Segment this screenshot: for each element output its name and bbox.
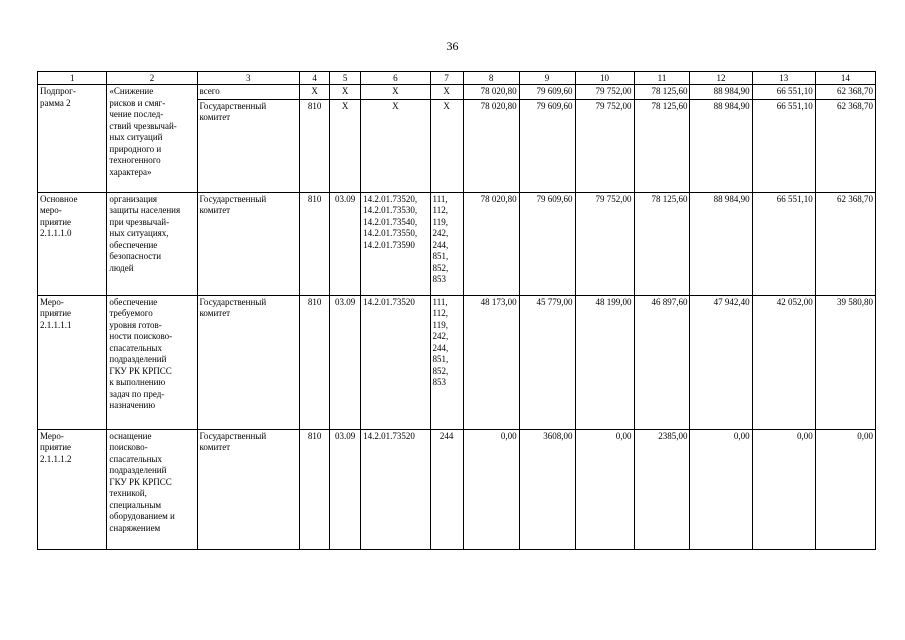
amount-cell: 79 609,60: [519, 192, 575, 295]
target-article: 14.2.01.73520, 14.2.01.73530, 14.2.01.73540, 14.2.01.73550, 14.2.01.73590: [361, 192, 430, 295]
amount-cell: 3608,00: [519, 429, 575, 549]
amount-cell: 42 052,00: [752, 295, 815, 429]
col-header: 3: [197, 72, 300, 85]
amount-cell: 48 199,00: [575, 295, 634, 429]
col-header: 2: [107, 72, 197, 85]
amount-cell: 88 984,90: [690, 99, 752, 192]
amount-cell: 66 551,10: [752, 99, 815, 192]
amount-cell: 78 125,60: [634, 192, 690, 295]
section-code: Х: [330, 85, 361, 100]
amount-cell: 39 580,80: [815, 295, 875, 429]
section-code: 03.09: [330, 429, 361, 549]
col-header: 11: [634, 72, 690, 85]
col-header: 4: [300, 72, 330, 85]
amount-cell: 0,00: [752, 429, 815, 549]
executor: всего: [197, 85, 300, 100]
amount-cell: 45 779,00: [519, 295, 575, 429]
col-header: 9: [519, 72, 575, 85]
target-article: Х: [361, 99, 430, 192]
program-code: Основное меро- приятие 2.1.1.1.0: [38, 192, 107, 295]
program-code: Меро- приятие 2.1.1.1.1: [38, 295, 107, 429]
grbs-code: 810: [300, 99, 330, 192]
amount-cell: 2385,00: [634, 429, 690, 549]
executor: Государственный комитет: [197, 192, 300, 295]
col-header: 7: [430, 72, 463, 85]
amount-cell: 88 984,90: [690, 85, 752, 100]
table-row: [38, 85, 876, 100]
amount-cell: 66 551,10: [752, 85, 815, 100]
amount-cell: 79 609,60: [519, 85, 575, 100]
amount-cell: 79 609,60: [519, 99, 575, 192]
executor: Государственный комитет: [197, 429, 300, 549]
amount-cell: 0,00: [463, 429, 519, 549]
section-code: 03.09: [330, 295, 361, 429]
col-header: 12: [690, 72, 752, 85]
program-name: обеспечение требуемого уровня готов- ности поисково- спасательных подразделений ГКУ РК КРПСС к выполнению задач по пред- назначению: [107, 295, 197, 429]
col-header: 14: [815, 72, 875, 85]
expense-type: 244: [430, 429, 463, 549]
col-header: 8: [463, 72, 519, 85]
section-code: 03.09: [330, 192, 361, 295]
amount-cell: 62 368,70: [815, 192, 875, 295]
executor: Государственный комитет: [197, 295, 300, 429]
amount-cell: 79 752,00: [575, 192, 634, 295]
target-article: 14.2.01.73520: [361, 429, 430, 549]
grbs-code: 810: [300, 429, 330, 549]
expense-type: Х: [430, 85, 463, 100]
amount-cell: 88 984,90: [690, 192, 752, 295]
target-article: 14.2.01.73520: [361, 295, 430, 429]
amount-cell: 79 752,00: [575, 85, 634, 100]
col-header: 1: [38, 72, 107, 85]
amount-cell: 48 173,00: [463, 295, 519, 429]
program-code: Меро- приятие 2.1.1.1.2: [38, 429, 107, 549]
amount-cell: 79 752,00: [575, 99, 634, 192]
page-number: 36: [446, 39, 459, 53]
program-name: «Снижение рисков и смяг- чение послед- ствий чрезвычай- ных ситуаций природного и техногенного характера»: [107, 85, 197, 193]
amount-cell: 66 551,10: [752, 192, 815, 295]
amount-cell: 78 020,80: [463, 192, 519, 295]
expense-type: 111, 112, 119, 242, 244, 851, 852, 853: [430, 295, 463, 429]
amount-cell: 46 897,60: [634, 295, 690, 429]
amount-cell: 78 125,60: [634, 85, 690, 100]
section-code: Х: [330, 99, 361, 192]
col-header: 6: [361, 72, 430, 85]
amount-cell: 78 020,80: [463, 99, 519, 192]
grbs-code: 810: [300, 192, 330, 295]
expense-type: Х: [430, 99, 463, 192]
program-name: оснащение поисково- спасательных подразделений ГКУ РК КРПСС техникой, специальным оборудованием и снаряжением: [107, 429, 197, 549]
amount-cell: 62 368,70: [815, 85, 875, 100]
amount-cell: 62 368,70: [815, 99, 875, 192]
amount-cell: 0,00: [575, 429, 634, 549]
col-header: 5: [330, 72, 361, 85]
col-header: 13: [752, 72, 815, 85]
table-row: [38, 192, 876, 295]
amount-cell: 78 125,60: [634, 99, 690, 192]
amount-cell: 47 942,40: [690, 295, 752, 429]
executor: Государственный комитет: [197, 99, 300, 192]
program-code: Подпрог- рамма 2: [38, 85, 107, 193]
expense-type: 111, 112, 119, 242, 244, 851, 852, 853: [430, 192, 463, 295]
table-row: [38, 429, 876, 549]
grbs-code: Х: [300, 85, 330, 100]
program-name: организация защиты населения при чрезвычай- ных ситуациях, обеспечение безопасности людей: [107, 192, 197, 295]
grbs-code: 810: [300, 295, 330, 429]
amount-cell: 0,00: [815, 429, 875, 549]
header-row: [38, 72, 876, 85]
amount-cell: 78 020,80: [463, 85, 519, 100]
target-article: Х: [361, 85, 430, 100]
budget-table: [37, 71, 876, 550]
table-row: [38, 295, 876, 429]
amount-cell: 0,00: [690, 429, 752, 549]
col-header: 10: [575, 72, 634, 85]
